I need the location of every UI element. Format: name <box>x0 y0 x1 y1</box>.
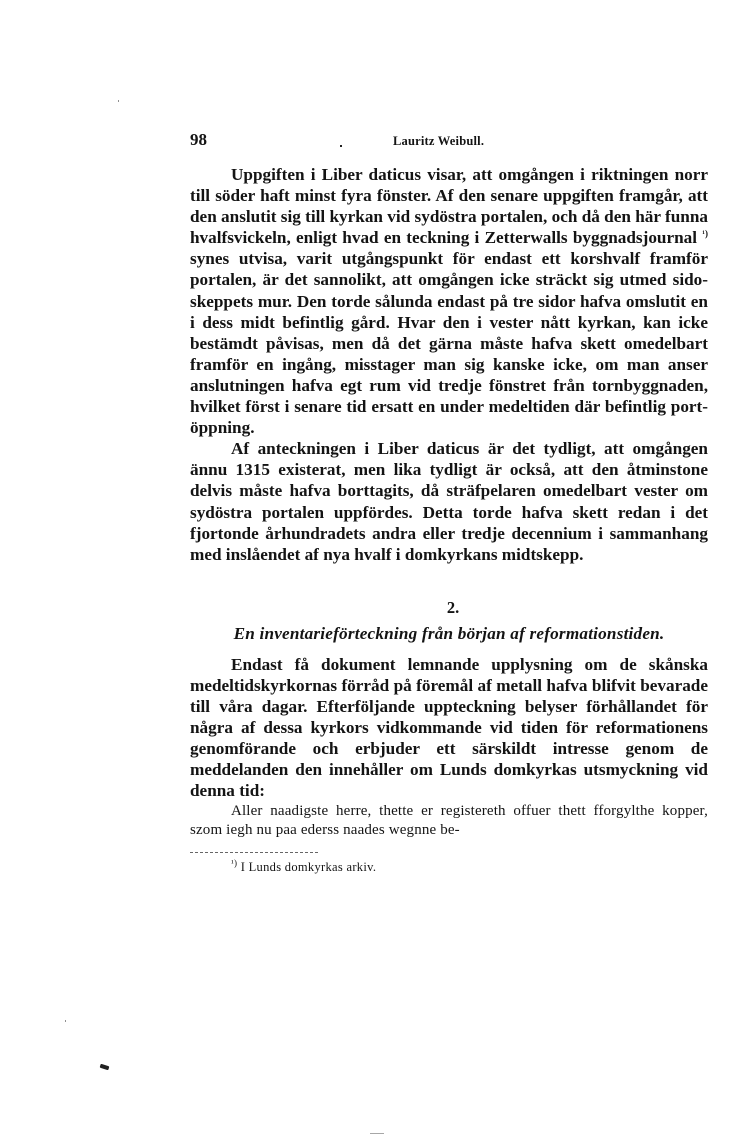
quoted-document-excerpt: Aller naadigste herre, thette er registereth offuer thett fforgylthe kopper, szom iegh nu paa ederss naades wegnne be- <box>190 803 708 839</box>
page-number: 98 <box>190 130 207 149</box>
footnote-marker: ¹) <box>231 858 238 869</box>
section-number: 2. <box>446 597 460 617</box>
footnote-separator <box>190 852 318 853</box>
body-paragraph-2: Af anteckningen i Liber daticus är det tydligt, att omgången ännu 1315 existerat, men lika tydligt är också, att den åtminstone delvis måste hafva borttagits, då sträfpelaren omedelbart vester om sydöstra portalen uppfördes. Detta torde hafva skett redan i det fjortonde århundradets andra eller tredje decennium i sammanhang med inslåendet af nya hvalf i domkyrkans midtskepp. <box>190 439 708 564</box>
scan-speck-bottom <box>370 1133 384 1134</box>
running-header <box>190 128 708 152</box>
body-paragraph-1-text-a: Uppgiften i Liber daticus visar, att omgången i riktningen norr till söder haft minst fyra fönster. Af den senare uppgiften framgår, att den anslutit sig till kyrkan vid sydöstra portalen, och då den här funna hvalfsvickeln, enligt hvad en teckning i Zetterwalls byggnadsjournal <box>190 165 708 248</box>
body-paragraph-1 <box>190 164 708 438</box>
footnote <box>190 860 708 875</box>
body-paragraph-1-text-b: synes utvisa, varit utgångspunkt för endast ett korshvalf framför portalen, är det sannolikt, att omgången icke sträckt sig utmed sidoskeppets mur. Den torde sålunda endast på tre sidor hafva omslutit en i dess midt befintlig gård. Hvar den i vester nått kyrkan, kan icke bestämdt påvisas, men då det gärna måste hafva skett omedelbart framför en ingång, misstager man sig kanske icke, om man anser anslutningen hafva egt rum vid tredje fönstret från tornbyggnaden, hvilket först i senare tid ersatt en under medeltiden där befintlig portöppning. <box>190 249 708 438</box>
page-content <box>190 128 708 875</box>
running-header-author: Lauritz Weibull. <box>393 134 485 148</box>
footnote-text: I Lunds domkyrkas arkiv. <box>240 860 377 875</box>
scan-speck-margin <box>65 1020 66 1022</box>
body-paragraph-3: Endast få dokument lemnande upplysning om de skånska medeltidskyrkornas förråd på föremål af metall hafva blifvit bevarade till våra dagar. Efterföljande uppteckning belyser förhållandet för några af dessa kyrkors vidkommande vid tiden för reformationens genomförande och erbjuder ett särskildt intresse genom de meddelanden den innehåller om Lunds domkyrkas utsmyckning vid denna tid: <box>190 654 708 801</box>
scan-speck-header <box>340 145 342 147</box>
scan-ink-mark <box>100 1064 110 1071</box>
footnote-reference: ¹) <box>702 228 708 239</box>
section-title: En inventarieförteckning från början af reformationstiden. <box>233 623 665 643</box>
scan-speck-margin-top <box>118 100 119 102</box>
